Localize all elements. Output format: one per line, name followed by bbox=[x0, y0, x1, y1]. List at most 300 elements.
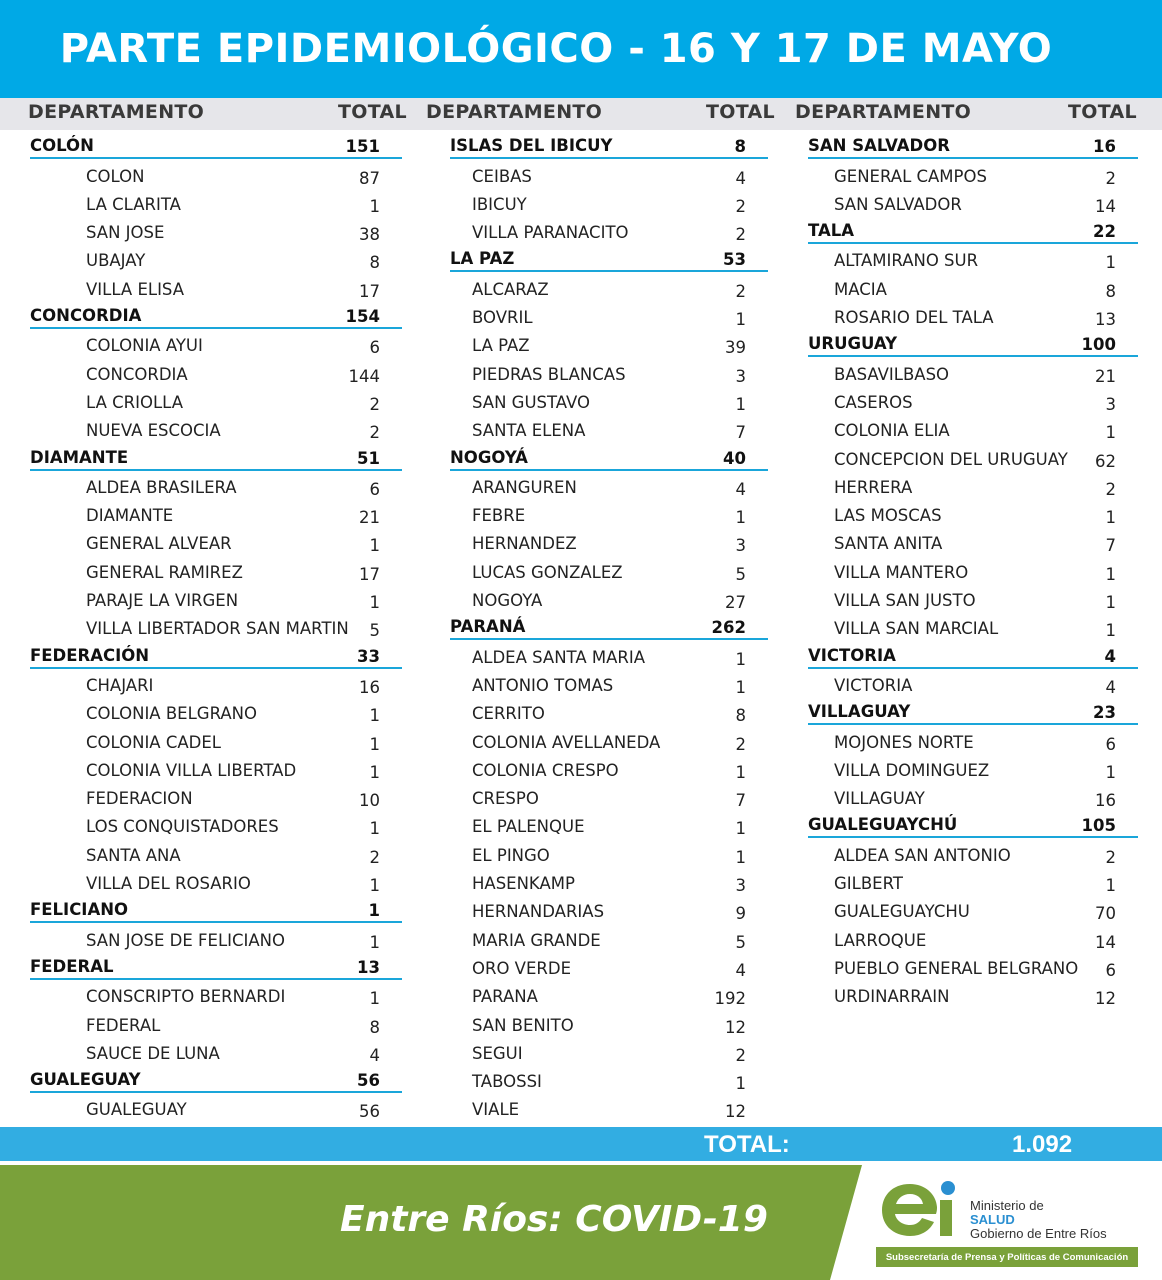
locality-name: CEIBAS bbox=[472, 166, 532, 186]
locality-name: GUALEGUAY bbox=[86, 1100, 187, 1120]
locality-row bbox=[808, 555, 1138, 583]
locality-name: SAN SALVADOR bbox=[834, 194, 962, 214]
locality-name: COLONIA BELGRANO bbox=[86, 704, 257, 724]
grand-total-label: TOTAL: bbox=[704, 1131, 790, 1158]
locality-row bbox=[808, 952, 1138, 980]
locality-row bbox=[808, 471, 1138, 499]
locality-value: 1 bbox=[369, 819, 380, 839]
locality-row bbox=[30, 188, 402, 216]
locality-name: MACIA bbox=[834, 279, 887, 299]
locality-value: 12 bbox=[1095, 989, 1116, 1009]
locality-value: 1 bbox=[369, 196, 380, 216]
col1-department-header: DEPARTAMENTO bbox=[28, 101, 205, 123]
locality-value: 2 bbox=[735, 225, 746, 245]
locality-value: 1 bbox=[1105, 876, 1116, 896]
locality-name: FEBRE bbox=[472, 506, 526, 526]
locality-row bbox=[808, 867, 1138, 895]
locality-name: EL PINGO bbox=[472, 845, 550, 865]
locality-name: NOGOYA bbox=[472, 591, 543, 611]
column-2 bbox=[450, 131, 768, 1121]
locality-value: 2 bbox=[369, 394, 380, 414]
locality-row bbox=[808, 612, 1138, 640]
department-name: TALA bbox=[808, 221, 855, 241]
department-row bbox=[30, 952, 402, 980]
locality-value: 1 bbox=[735, 1074, 746, 1094]
locality-row bbox=[808, 980, 1138, 1008]
locality-name: ALDEA SAN ANTONIO bbox=[834, 845, 1011, 865]
locality-row bbox=[450, 301, 768, 329]
department-name: PARANÁ bbox=[450, 617, 526, 637]
locality-value: 87 bbox=[359, 168, 380, 188]
locality-name: ALCARAZ bbox=[472, 279, 549, 299]
locality-value: 5 bbox=[735, 564, 746, 584]
locality-name: ARANGUREN bbox=[472, 477, 577, 497]
locality-value: 2 bbox=[1105, 168, 1116, 188]
department-total: 100 bbox=[1081, 335, 1116, 355]
locality-name: ALTAMIRANO SUR bbox=[834, 251, 979, 271]
locality-value: 13 bbox=[1095, 310, 1116, 330]
locality-value: 1 bbox=[1105, 508, 1116, 528]
ministry-label bbox=[970, 1199, 1107, 1241]
locality-row bbox=[808, 301, 1138, 329]
locality-value: 1 bbox=[1105, 762, 1116, 782]
locality-row bbox=[30, 867, 402, 895]
locality-row bbox=[30, 669, 402, 697]
locality-row bbox=[450, 810, 768, 838]
locality-name: VILLAGUAY bbox=[834, 789, 925, 809]
locality-name: SANTA ANA bbox=[86, 845, 181, 865]
department-row bbox=[30, 895, 402, 923]
locality-value: 1 bbox=[735, 762, 746, 782]
department-total: 51 bbox=[357, 448, 380, 468]
department-row bbox=[30, 442, 402, 470]
locality-name: CRESPO bbox=[472, 789, 539, 809]
locality-name: CASEROS bbox=[834, 392, 913, 412]
locality-name: HERNANDEZ bbox=[472, 534, 577, 554]
locality-value: 1 bbox=[369, 762, 380, 782]
ministry-line1: Ministerio de bbox=[970, 1198, 1044, 1213]
department-total: 56 bbox=[357, 1071, 380, 1091]
locality-value: 1 bbox=[369, 932, 380, 952]
locality-name: VILLA LIBERTADOR SAN MARTIN bbox=[86, 619, 349, 639]
locality-name: ANTONIO TOMAS bbox=[472, 675, 614, 695]
locality-name: SAN JOSE bbox=[86, 223, 165, 243]
locality-value: 12 bbox=[725, 1102, 746, 1122]
department-total: 154 bbox=[345, 307, 380, 327]
locality-row bbox=[450, 584, 768, 612]
locality-value: 2 bbox=[735, 196, 746, 216]
department-name: FEDERAL bbox=[30, 956, 114, 976]
department-name: FEDERACIÓN bbox=[30, 645, 150, 665]
locality-row bbox=[450, 867, 768, 895]
locality-row bbox=[450, 386, 768, 414]
locality-name: SAN JOSE DE FELICIANO bbox=[86, 930, 286, 950]
locality-row bbox=[30, 159, 402, 187]
department-name: VILLAGUAY bbox=[808, 702, 911, 722]
locality-value: 2 bbox=[1105, 479, 1116, 499]
locality-row bbox=[30, 386, 402, 414]
locality-row bbox=[808, 386, 1138, 414]
locality-value: 1 bbox=[369, 989, 380, 1009]
locality-value: 12 bbox=[725, 1017, 746, 1037]
locality-row bbox=[450, 669, 768, 697]
locality-row bbox=[30, 272, 402, 300]
locality-value: 7 bbox=[1105, 536, 1116, 556]
locality-row bbox=[808, 584, 1138, 612]
locality-value: 3 bbox=[1105, 394, 1116, 414]
department-total: 40 bbox=[723, 448, 746, 468]
locality-value: 1 bbox=[1105, 423, 1116, 443]
locality-row bbox=[30, 414, 402, 442]
locality-name: CHAJARI bbox=[86, 675, 154, 695]
col3-total-header: TOTAL bbox=[1068, 101, 1137, 123]
column-3 bbox=[808, 131, 1138, 1008]
locality-value: 2 bbox=[369, 847, 380, 867]
locality-row bbox=[450, 1093, 768, 1121]
locality-row bbox=[808, 754, 1138, 782]
department-name: DIAMANTE bbox=[30, 447, 129, 467]
locality-value: 70 bbox=[1095, 904, 1116, 924]
locality-name: PARAJE LA VIRGEN bbox=[86, 591, 239, 611]
locality-value: 1 bbox=[369, 536, 380, 556]
department-row bbox=[808, 810, 1138, 838]
locality-value: 1 bbox=[735, 677, 746, 697]
locality-value: 17 bbox=[359, 281, 380, 301]
locality-value: 1 bbox=[369, 706, 380, 726]
department-name: FELICIANO bbox=[30, 900, 129, 920]
col2-total-header: TOTAL bbox=[706, 101, 775, 123]
locality-name: ORO VERDE bbox=[472, 958, 571, 978]
locality-row bbox=[450, 838, 768, 866]
department-name: COLÓN bbox=[30, 136, 94, 156]
locality-row bbox=[450, 923, 768, 951]
locality-value: 2 bbox=[735, 734, 746, 754]
locality-name: MARIA GRANDE bbox=[472, 930, 601, 950]
locality-value: 192 bbox=[714, 989, 746, 1009]
department-name: NOGOYÁ bbox=[450, 447, 528, 467]
locality-row bbox=[30, 584, 402, 612]
locality-name: ALDEA SANTA MARIA bbox=[472, 647, 646, 667]
er-logo-icon bbox=[880, 1178, 964, 1240]
locality-row bbox=[30, 612, 402, 640]
locality-name: FEDERACION bbox=[86, 789, 193, 809]
locality-name: COLONIA CRESPO bbox=[472, 760, 619, 780]
col1-total-header: TOTAL bbox=[338, 101, 407, 123]
locality-name: LA PAZ bbox=[472, 336, 530, 356]
locality-row bbox=[808, 838, 1138, 866]
locality-name: VILLA MANTERO bbox=[834, 562, 969, 582]
department-name: ISLAS DEL IBICUY bbox=[450, 136, 613, 156]
locality-row bbox=[450, 952, 768, 980]
department-row bbox=[450, 612, 768, 640]
locality-row bbox=[450, 754, 768, 782]
department-total: 1 bbox=[368, 901, 380, 921]
col2-department-header: DEPARTAMENTO bbox=[426, 101, 603, 123]
department-total: 16 bbox=[1093, 137, 1116, 157]
locality-name: ALDEA BRASILERA bbox=[86, 477, 237, 497]
locality-row bbox=[450, 216, 768, 244]
locality-value: 1 bbox=[1105, 253, 1116, 273]
locality-name: ROSARIO DEL TALA bbox=[834, 308, 994, 328]
locality-value: 1 bbox=[735, 508, 746, 528]
locality-value: 21 bbox=[359, 508, 380, 528]
locality-value: 1 bbox=[369, 876, 380, 896]
grand-total-value: 1.092 bbox=[1012, 1131, 1073, 1158]
locality-name: COLONIA ELIA bbox=[834, 421, 950, 441]
department-total: 262 bbox=[711, 618, 746, 638]
locality-value: 4 bbox=[369, 1045, 380, 1065]
locality-value: 8 bbox=[369, 253, 380, 273]
locality-name: SAUCE DE LUNA bbox=[86, 1043, 220, 1063]
locality-row bbox=[30, 725, 402, 753]
locality-name: VIALE bbox=[472, 1100, 520, 1120]
locality-name: LUCAS GONZALEZ bbox=[472, 562, 623, 582]
locality-row bbox=[30, 527, 402, 555]
locality-row bbox=[808, 357, 1138, 385]
locality-name: COLONIA VILLA LIBERTAD bbox=[86, 760, 297, 780]
locality-name: CERRITO bbox=[472, 704, 545, 724]
locality-value: 8 bbox=[1105, 281, 1116, 301]
locality-row bbox=[450, 499, 768, 527]
department-name: LA PAZ bbox=[450, 249, 515, 269]
locality-value: 9 bbox=[735, 904, 746, 924]
department-row bbox=[30, 1065, 402, 1093]
locality-name: IBICUY bbox=[472, 194, 527, 214]
department-total: 22 bbox=[1093, 222, 1116, 242]
locality-value: 4 bbox=[735, 960, 746, 980]
locality-value: 62 bbox=[1095, 451, 1116, 471]
department-total: 151 bbox=[345, 137, 380, 157]
locality-value: 7 bbox=[735, 791, 746, 811]
footer-slogan: Entre Ríos: COVID-19 bbox=[340, 1199, 768, 1240]
locality-name: URDINARRAIN bbox=[834, 987, 950, 1007]
locality-row bbox=[30, 697, 402, 725]
locality-value: 2 bbox=[735, 281, 746, 301]
locality-row bbox=[30, 838, 402, 866]
locality-row bbox=[30, 357, 402, 385]
locality-value: 8 bbox=[369, 1017, 380, 1037]
locality-row bbox=[30, 980, 402, 1008]
locality-row bbox=[30, 923, 402, 951]
department-total: 8 bbox=[734, 137, 746, 157]
locality-name: SAN GUSTAVO bbox=[472, 392, 591, 412]
department-row bbox=[808, 697, 1138, 725]
locality-name: NUEVA ESCOCIA bbox=[86, 421, 221, 441]
locality-name: UBAJAY bbox=[86, 251, 146, 271]
department-total: 105 bbox=[1081, 816, 1116, 836]
locality-value: 1 bbox=[735, 394, 746, 414]
locality-row bbox=[30, 244, 402, 272]
locality-value: 1 bbox=[369, 734, 380, 754]
locality-value: 1 bbox=[735, 649, 746, 669]
locality-row bbox=[30, 754, 402, 782]
locality-row bbox=[30, 471, 402, 499]
locality-value: 6 bbox=[369, 479, 380, 499]
locality-row bbox=[450, 725, 768, 753]
locality-row bbox=[30, 555, 402, 583]
locality-name: PUEBLO GENERAL BELGRANO bbox=[834, 958, 1079, 978]
locality-name: BASAVILBASO bbox=[834, 364, 950, 384]
locality-value: 1 bbox=[1105, 593, 1116, 613]
locality-row bbox=[450, 471, 768, 499]
locality-value: 56 bbox=[359, 1102, 380, 1122]
locality-name: SEGUI bbox=[472, 1043, 523, 1063]
locality-value: 3 bbox=[735, 536, 746, 556]
locality-name: VILLA DOMINGUEZ bbox=[834, 760, 990, 780]
locality-value: 3 bbox=[735, 366, 746, 386]
locality-name: CONCORDIA bbox=[86, 364, 188, 384]
locality-row bbox=[450, 188, 768, 216]
locality-value: 144 bbox=[348, 366, 380, 386]
locality-row bbox=[450, 555, 768, 583]
locality-row bbox=[808, 923, 1138, 951]
locality-name: CONCEPCION DEL URUGUAY bbox=[834, 449, 1068, 469]
locality-name: TABOSSI bbox=[472, 1072, 542, 1092]
locality-value: 39 bbox=[725, 338, 746, 358]
locality-value: 27 bbox=[725, 593, 746, 613]
department-name: VICTORIA bbox=[808, 645, 896, 665]
department-total: 23 bbox=[1093, 703, 1116, 723]
department-name: CONCORDIA bbox=[30, 306, 142, 326]
locality-value: 7 bbox=[735, 423, 746, 443]
locality-name: COLON bbox=[86, 166, 145, 186]
locality-value: 5 bbox=[735, 932, 746, 952]
locality-name: LA CLARITA bbox=[86, 194, 181, 214]
locality-row bbox=[30, 782, 402, 810]
column-1 bbox=[30, 131, 402, 1121]
department-row bbox=[808, 131, 1138, 159]
locality-value: 2 bbox=[369, 423, 380, 443]
locality-name: GENERAL ALVEAR bbox=[86, 534, 232, 554]
locality-row bbox=[808, 244, 1138, 272]
locality-row bbox=[450, 414, 768, 442]
department-name: SAN SALVADOR bbox=[808, 136, 950, 156]
locality-name: SAN BENITO bbox=[472, 1015, 574, 1035]
locality-row bbox=[808, 159, 1138, 187]
locality-name: LARROQUE bbox=[834, 930, 927, 950]
locality-value: 16 bbox=[1095, 791, 1116, 811]
locality-name: VILLA DEL ROSARIO bbox=[86, 874, 251, 894]
locality-value: 6 bbox=[1105, 960, 1116, 980]
locality-name: LAS MOSCAS bbox=[834, 506, 942, 526]
locality-name: LA CRIOLLA bbox=[86, 392, 183, 412]
grand-total-bar bbox=[0, 1127, 1162, 1161]
locality-row bbox=[808, 188, 1138, 216]
locality-row bbox=[450, 980, 768, 1008]
department-row bbox=[30, 301, 402, 329]
locality-name: COLONIA CADEL bbox=[86, 732, 221, 752]
locality-value: 6 bbox=[369, 338, 380, 358]
locality-name: GENERAL CAMPOS bbox=[834, 166, 987, 186]
locality-row bbox=[808, 499, 1138, 527]
locality-row bbox=[450, 895, 768, 923]
locality-value: 4 bbox=[735, 479, 746, 499]
locality-value: 4 bbox=[735, 168, 746, 188]
locality-row bbox=[30, 216, 402, 244]
locality-value: 1 bbox=[735, 847, 746, 867]
locality-row bbox=[450, 1065, 768, 1093]
locality-name: GUALEGUAYCHU bbox=[834, 902, 970, 922]
locality-value: 14 bbox=[1095, 932, 1116, 952]
locality-value: 16 bbox=[359, 677, 380, 697]
locality-row bbox=[450, 357, 768, 385]
locality-name: GENERAL RAMIREZ bbox=[86, 562, 243, 582]
locality-name: LOS CONQUISTADORES bbox=[86, 817, 279, 837]
locality-row bbox=[808, 442, 1138, 470]
locality-row bbox=[30, 1037, 402, 1065]
locality-value: 1 bbox=[735, 310, 746, 330]
locality-value: 1 bbox=[1105, 621, 1116, 641]
locality-row bbox=[808, 414, 1138, 442]
locality-value: 8 bbox=[735, 706, 746, 726]
department-name: GUALEGUAY bbox=[30, 1070, 141, 1090]
locality-name: FEDERAL bbox=[86, 1015, 161, 1035]
department-row bbox=[450, 131, 768, 159]
locality-row bbox=[808, 527, 1138, 555]
locality-name: CONSCRIPTO BERNARDI bbox=[86, 987, 286, 1007]
locality-row bbox=[450, 272, 768, 300]
department-row bbox=[30, 131, 402, 159]
locality-row bbox=[450, 527, 768, 555]
ministry-line2: SALUD bbox=[970, 1212, 1015, 1227]
locality-name: BOVRIL bbox=[472, 308, 533, 328]
locality-name: PIEDRAS BLANCAS bbox=[472, 364, 626, 384]
locality-value: 2 bbox=[735, 1045, 746, 1065]
locality-value: 4 bbox=[1105, 677, 1116, 697]
locality-row bbox=[808, 669, 1138, 697]
locality-name: HERNANDARIAS bbox=[472, 902, 605, 922]
report-title: PARTE EPIDEMIOLÓGICO - 16 Y 17 DE MAYO bbox=[59, 26, 1053, 72]
locality-value: 1 bbox=[735, 819, 746, 839]
locality-value: 1 bbox=[369, 593, 380, 613]
locality-value: 38 bbox=[359, 225, 380, 245]
department-row bbox=[450, 244, 768, 272]
locality-row bbox=[808, 782, 1138, 810]
department-name: URUGUAY bbox=[808, 334, 898, 354]
locality-row bbox=[450, 782, 768, 810]
locality-row bbox=[808, 725, 1138, 753]
locality-name: COLONIA AVELLANEDA bbox=[472, 732, 661, 752]
locality-value: 10 bbox=[359, 791, 380, 811]
department-total: 4 bbox=[1104, 646, 1116, 666]
locality-name: COLONIA AYUI bbox=[86, 336, 203, 356]
locality-value: 14 bbox=[1095, 196, 1116, 216]
locality-row bbox=[30, 499, 402, 527]
locality-name: DIAMANTE bbox=[86, 506, 174, 526]
locality-row bbox=[808, 272, 1138, 300]
locality-value: 6 bbox=[1105, 734, 1116, 754]
locality-row bbox=[450, 159, 768, 187]
locality-name: PARANA bbox=[472, 987, 538, 1007]
locality-name: SANTA ANITA bbox=[834, 534, 943, 554]
department-total: 53 bbox=[723, 250, 746, 270]
locality-name: HERRERA bbox=[834, 477, 913, 497]
locality-value: 21 bbox=[1095, 366, 1116, 386]
department-row bbox=[808, 329, 1138, 357]
locality-row bbox=[30, 1008, 402, 1036]
locality-row bbox=[30, 810, 402, 838]
locality-row bbox=[450, 1008, 768, 1036]
locality-value: 3 bbox=[735, 876, 746, 896]
locality-value: 5 bbox=[369, 621, 380, 641]
locality-name: VILLA ELISA bbox=[86, 279, 185, 299]
locality-row bbox=[808, 895, 1138, 923]
locality-name: HASENKAMP bbox=[472, 874, 575, 894]
col3-department-header: DEPARTAMENTO bbox=[795, 101, 972, 123]
subsecretaria-label: Subsecretaría de Prensa y Políticas de Comunicación bbox=[876, 1247, 1138, 1267]
department-name: GUALEGUAYCHÚ bbox=[808, 815, 958, 835]
locality-row bbox=[30, 329, 402, 357]
